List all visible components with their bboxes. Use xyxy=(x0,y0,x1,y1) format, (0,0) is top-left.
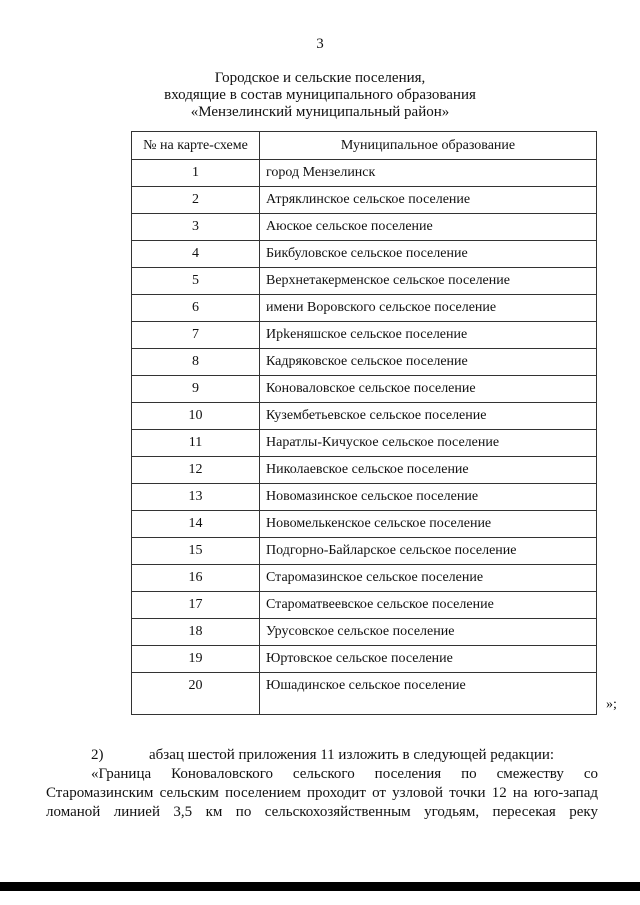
header-municipality: Муниципальное образование xyxy=(260,132,597,160)
table-row xyxy=(132,592,597,619)
table-row xyxy=(132,511,597,538)
settlements-table xyxy=(131,131,597,715)
item-text: абзац шестой приложения 11 изложить в следующей редакции: xyxy=(149,747,555,763)
table-row xyxy=(132,538,597,565)
municipality-cell: Кузембетьевское сельское поселение xyxy=(260,403,597,430)
municipality-cell: Старомазинское сельское поселение xyxy=(260,565,597,592)
municipality-cell: Николаевское сельское поселение xyxy=(260,457,597,484)
municipality-cell: Староматвеевское сельское поселение xyxy=(260,592,597,619)
table-row xyxy=(132,430,597,457)
header-map-number: № на карте-схеме xyxy=(132,132,260,160)
table-row xyxy=(132,619,597,646)
table-row xyxy=(132,484,597,511)
municipality-cell: Ирkеняшское сельское поселение xyxy=(260,322,597,349)
municipality-cell: Атряклинское сельское поселение xyxy=(260,187,597,214)
document-title xyxy=(0,70,640,121)
title-line: Городское и сельские поселения, xyxy=(214,70,426,86)
map-number-cell: 13 xyxy=(132,484,260,511)
table-row xyxy=(132,322,597,349)
municipality-cell: Бикбуловское сельское поселение xyxy=(260,241,597,268)
map-number-cell: 15 xyxy=(132,538,260,565)
map-number-cell: 12 xyxy=(132,457,260,484)
table-row xyxy=(132,214,597,241)
item-number: 2) xyxy=(91,747,104,763)
map-number-cell: 8 xyxy=(132,349,260,376)
map-number-cell: 9 xyxy=(132,376,260,403)
map-number-cell: 16 xyxy=(132,565,260,592)
map-number-cell: 19 xyxy=(132,646,260,673)
map-number-cell: 18 xyxy=(132,619,260,646)
municipality-cell: Верхнетакерменское сельское поселение xyxy=(260,268,597,295)
boundary-paragraph xyxy=(46,765,598,822)
map-number-cell: 10 xyxy=(132,403,260,430)
page-number: 3 xyxy=(316,36,324,52)
map-number-cell: 17 xyxy=(132,592,260,619)
map-number-cell: 3 xyxy=(132,214,260,241)
title-line: «Мензелинский муниципальный район» xyxy=(190,104,450,120)
table-header-row xyxy=(132,132,597,160)
table-row xyxy=(132,187,597,214)
closing-quote: »; xyxy=(606,697,617,712)
title-line: входящие в состав муниципального образования xyxy=(164,87,476,103)
map-number-cell: 2 xyxy=(132,187,260,214)
table-row xyxy=(132,646,597,673)
table-row xyxy=(132,565,597,592)
municipality-cell: Аюское сельское поселение xyxy=(260,214,597,241)
municipality-cell: город Мензелинск xyxy=(260,160,597,187)
map-number-cell: 1 xyxy=(132,160,260,187)
municipality-cell: Кадряковское сельское поселение xyxy=(260,349,597,376)
paragraph-line: ломаной линией 3,5 км по сельскохозяйственным угодьям, пересекая реку xyxy=(46,804,598,820)
scan-edge-bar xyxy=(0,882,640,891)
map-number-cell: 7 xyxy=(132,322,260,349)
municipality-cell: Урусовское сельское поселение xyxy=(260,619,597,646)
table-row xyxy=(132,295,597,322)
table-row xyxy=(132,673,597,715)
map-number-cell: 11 xyxy=(132,430,260,457)
map-number-cell: 4 xyxy=(132,241,260,268)
table-row xyxy=(132,160,597,187)
municipality-cell: Подгорно-Байларское сельское поселение xyxy=(260,538,597,565)
municipality-cell: Юшадинское сельское поселение xyxy=(260,673,597,715)
map-number-cell: 20 xyxy=(132,673,260,715)
paragraph-line: «Граница Коноваловского сельского поселения по смежеству со xyxy=(91,766,598,782)
paragraph-line: Старомазинским сельским поселением проходит от узловой точки 12 на юго-запад xyxy=(46,785,598,801)
municipality-cell: Новомазинское сельское поселение xyxy=(260,484,597,511)
table-row xyxy=(132,403,597,430)
table-row xyxy=(132,349,597,376)
table-row xyxy=(132,376,597,403)
municipality-cell: Наратлы-Кичуское сельское поселение xyxy=(260,430,597,457)
table-row xyxy=(132,241,597,268)
map-number-cell: 14 xyxy=(132,511,260,538)
municipality-cell: Коноваловское сельское поселение xyxy=(260,376,597,403)
table-row xyxy=(132,268,597,295)
table-row xyxy=(132,457,597,484)
map-number-cell: 5 xyxy=(132,268,260,295)
map-number-cell: 6 xyxy=(132,295,260,322)
municipality-cell: имени Воровского сельское поселение xyxy=(260,295,597,322)
municipality-cell: Юртовское сельское поселение xyxy=(260,646,597,673)
municipality-cell: Новомелькенское сельское поселение xyxy=(260,511,597,538)
